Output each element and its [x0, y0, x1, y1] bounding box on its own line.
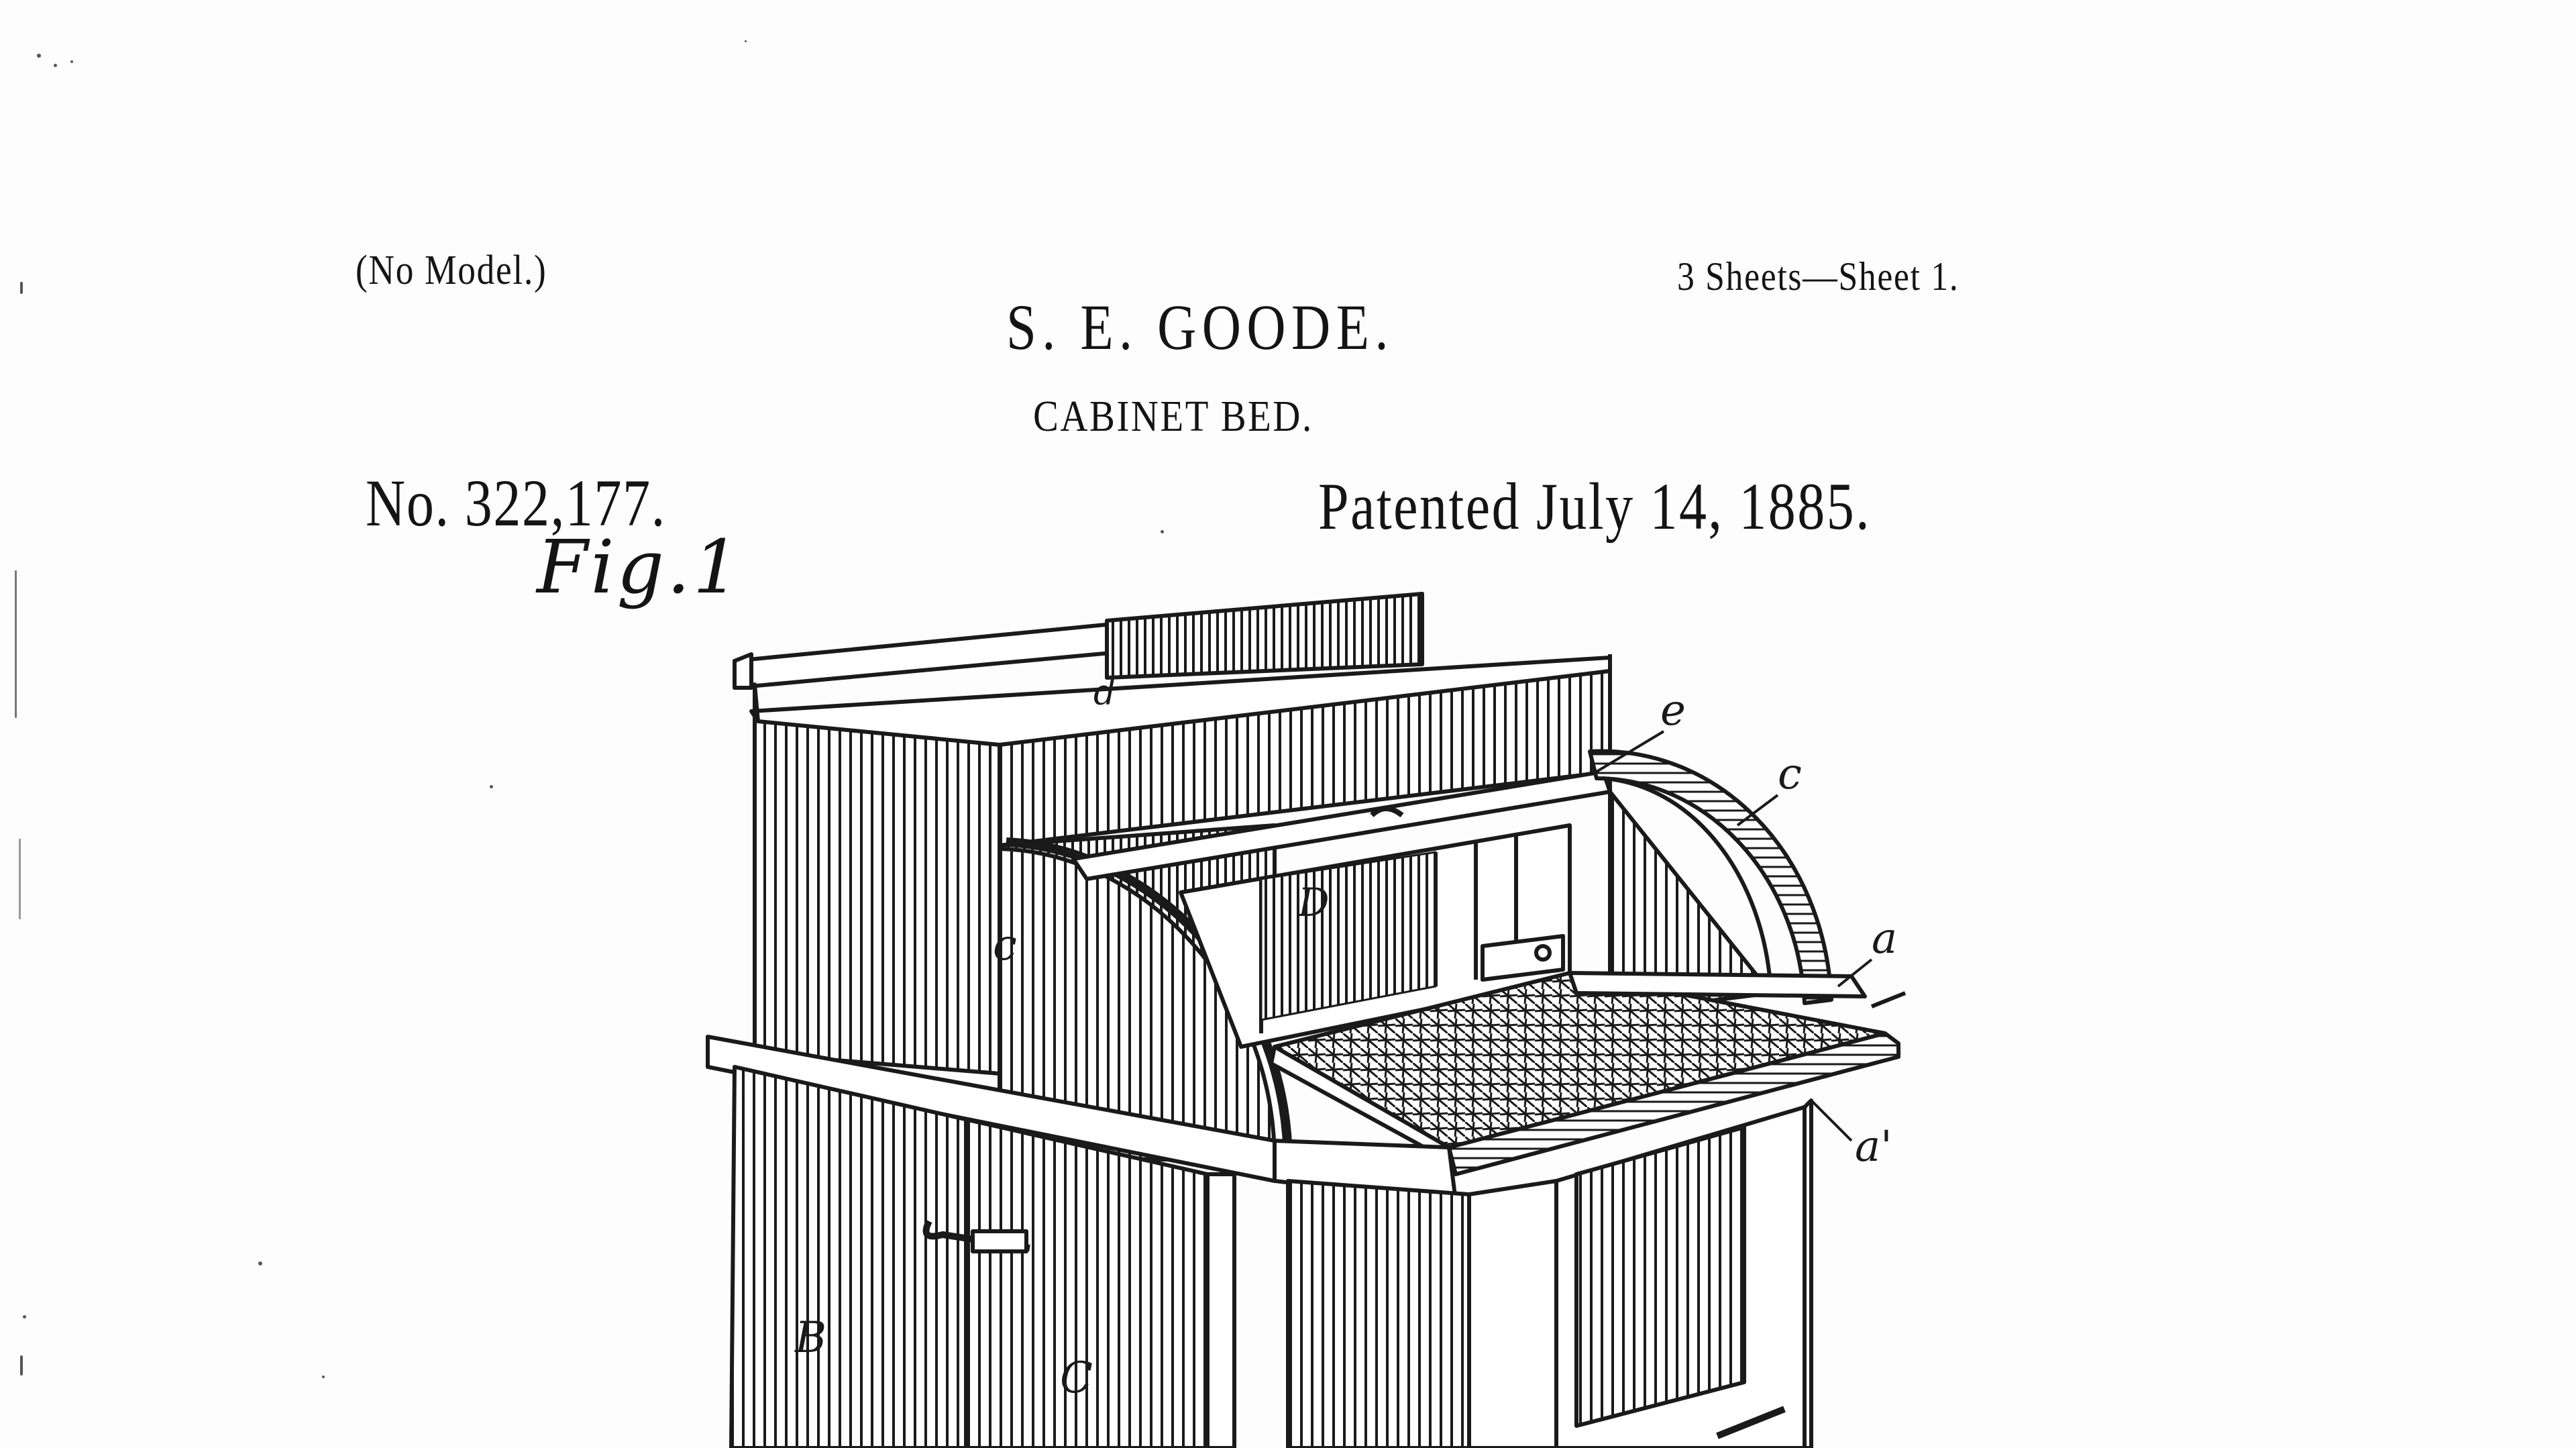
figure-label: Fig.1: [537, 524, 743, 610]
sheet-count: 3 Sheets—Sheet 1.: [1677, 254, 1960, 299]
ref-C: C: [1060, 1353, 1093, 1403]
ref-D: D: [1298, 880, 1330, 925]
ref-c-side: c: [993, 921, 1017, 970]
top-back-rail: [735, 594, 1422, 688]
ref-B: B: [795, 1313, 827, 1363]
inventor-name: S. E. GOODE.: [1006, 291, 1394, 363]
ref-c-arch: c: [1778, 749, 1802, 799]
ref-e: e: [1660, 686, 1686, 735]
patent-number: No. 322,177.: [366, 466, 666, 540]
patent-date: Patented July 14, 1885.: [1318, 469, 1872, 544]
no-model-notice: (No Model.): [356, 248, 547, 293]
ref-a-prime: a': [1855, 1122, 1892, 1172]
ref-d: d: [1093, 673, 1116, 713]
ref-a: a: [1872, 914, 1898, 964]
invention-title: CABINET BED.: [1033, 392, 1313, 441]
